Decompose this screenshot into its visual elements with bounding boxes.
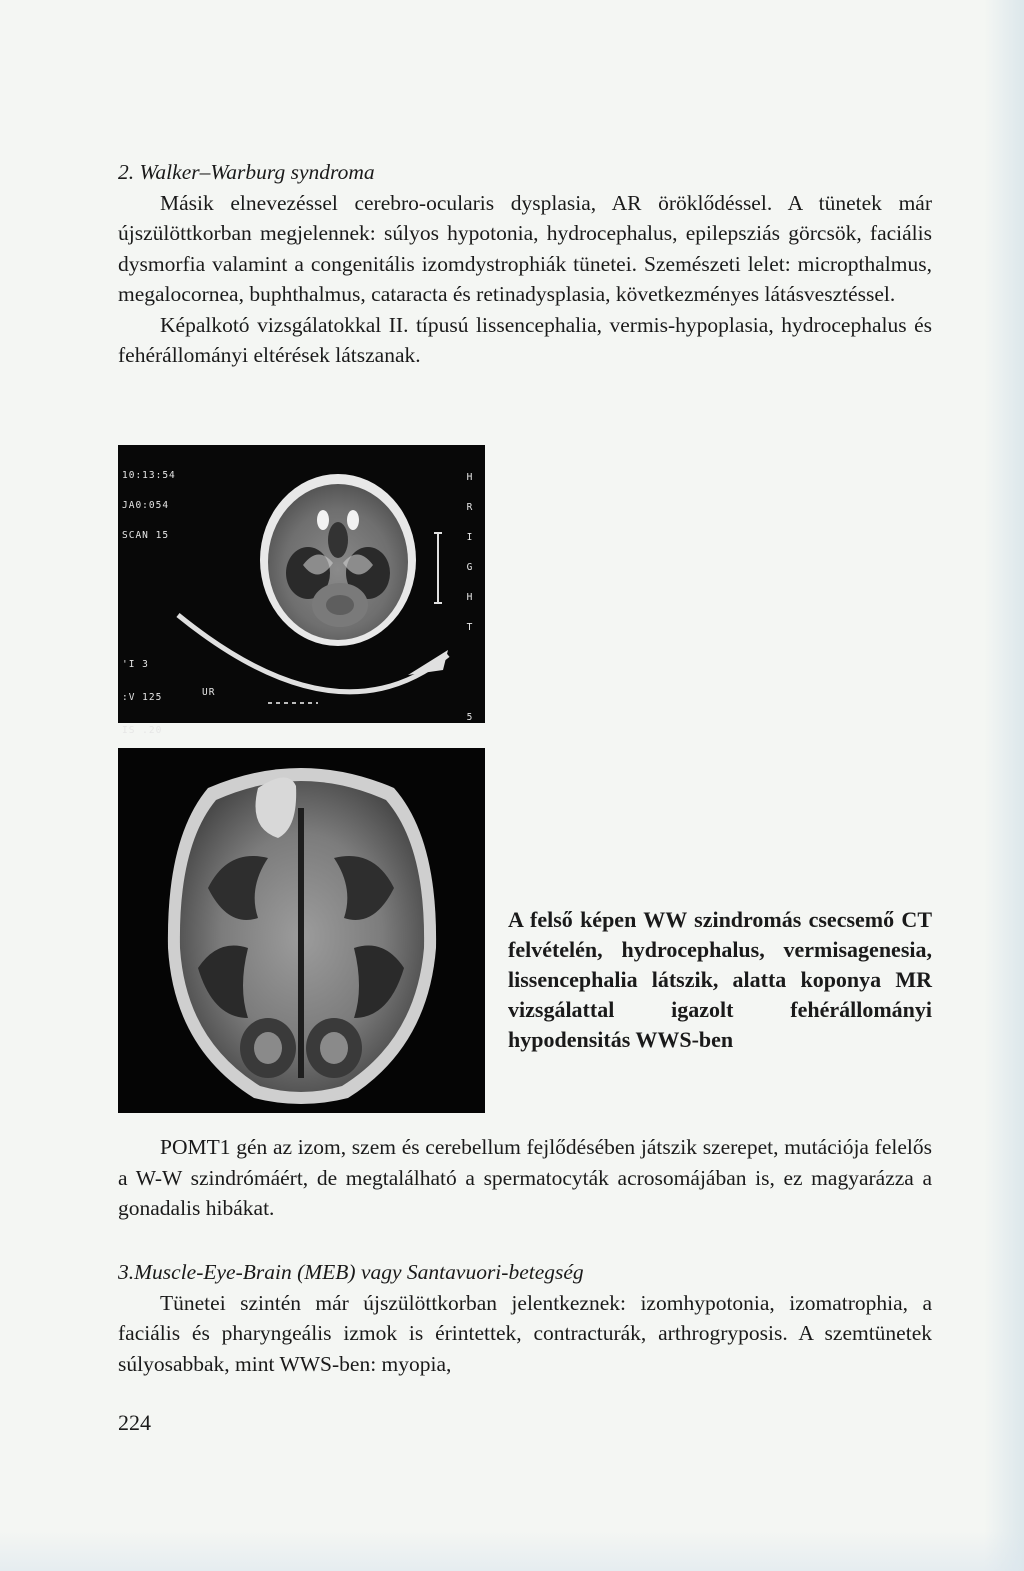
- ct-overlay-bottom-mid: UR: [202, 687, 216, 698]
- ct-scan-image: [118, 445, 485, 736]
- ct-overlay-line: :V 125: [122, 692, 163, 703]
- mr-scan-graphic: [118, 748, 485, 1113]
- section-meb: [118, 1257, 932, 1379]
- paragraph-walker-warburg-imaging: Képalkotó vizsgálatokkal II. típusú lissencephalia, vermis-hypoplasia, hydrocephalus és fehérállományi eltérések látszanak.: [118, 312, 932, 367]
- ct-overlay-line: 10:13:54: [122, 470, 176, 481]
- scan-bottom-shading: [0, 1531, 1024, 1571]
- scan-edge-shading: [984, 0, 1024, 1571]
- ct-overlay-line: IS .20: [122, 725, 163, 736]
- section-title-walker-warburg: 2. Walker–Warburg syndroma: [118, 160, 375, 184]
- ct-overlay-top-left: [122, 451, 176, 561]
- ct-overlay-right: [463, 453, 477, 743]
- ct-overlay-letter: [463, 683, 477, 693]
- ct-overlay-letter: R: [466, 502, 474, 513]
- ct-overlay-line: 'I 3: [122, 659, 149, 670]
- mr-scan-image: [118, 748, 485, 1113]
- ct-overlay-letter: G: [466, 562, 474, 573]
- ct-overlay-line: JA0:054: [122, 500, 170, 511]
- paragraph-meb-description: Tünetei szintén már újszülöttkorban jelentkeznek: izomhypotonia, izomatrophia, a faciális és pharyngeális izmok is érintettek, contracturák, arthrogryposis. A szemtünetek súlyosabbak, mint WWS-ben: myopia,: [118, 1290, 932, 1376]
- section-pomt1: [118, 1132, 932, 1224]
- ct-overlay-letter: 5: [466, 712, 474, 723]
- ct-overlay-letter: I: [466, 532, 474, 543]
- section-walker-warburg: [118, 157, 932, 371]
- ct-overlay-letter: T: [466, 622, 474, 633]
- ct-overlay-letter: H: [466, 592, 474, 603]
- paragraph-pomt1: POMT1 gén az izom, szem és cerebellum fejlődésében játszik szerepet, mutációja felelős a W-W szindrómáért, de megtalálható a spermatocyták acrosomájában is, ez magyarázza a gonadalis hibákat.: [118, 1135, 932, 1220]
- paragraph-walker-warburg-description: Másik elnevezéssel cerebro-ocularis dysplasia, AR öröklődéssel. A tünetek már újszülöttkorban megjelennek: súlyos hypotonia, hydrocephalus, epilepsziás görcsök, faciális dysmorfia valamint a congenitális izomdystrophiák tünetei. Szemészeti lelet: micropthalmus, megalocornea, buphthalmus, cataracta és retinadysplasia, következményes látásvesztéssel.: [118, 190, 932, 306]
- figure-caption: A felső képen WW szindromás csecsemő CT felvételén, hydrocephalus, vermisagenesia, lissencephalia látszik, alatta koponya MR vizsgálattal igazolt fehérállományi hypodensitás WWS-ben: [508, 907, 932, 1052]
- ct-overlay-line: SCAN 15: [122, 530, 170, 541]
- section-title-meb: 3.Muscle-Eye-Brain (MEB) vagy Santavuori-betegség: [118, 1260, 584, 1284]
- page-number: 224: [118, 1410, 151, 1435]
- ct-overlay-letter: H: [466, 472, 474, 483]
- ct-overlay-letter: [463, 653, 477, 663]
